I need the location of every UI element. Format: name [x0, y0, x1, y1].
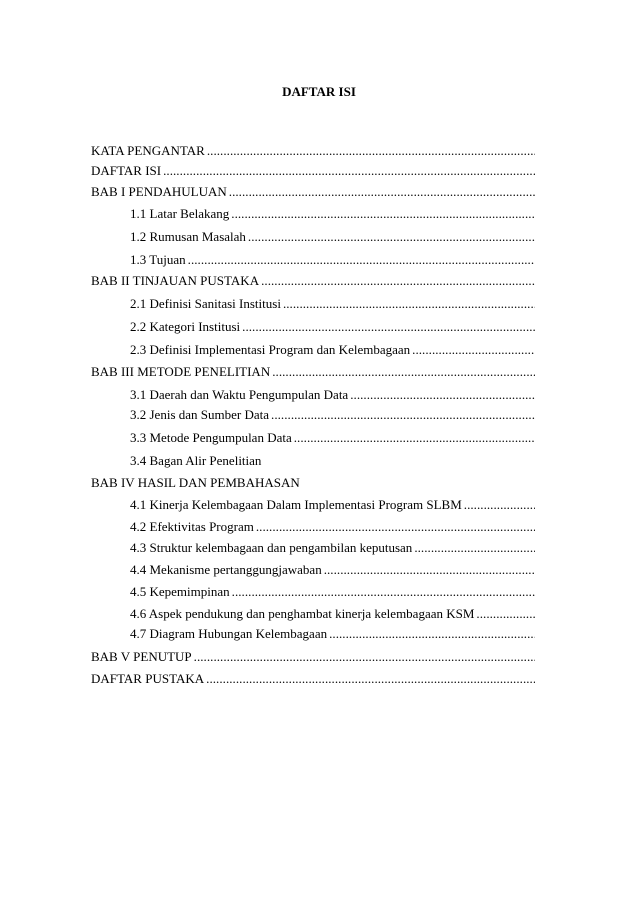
dot-leader — [329, 626, 535, 642]
toc-entry-label: BAB III METODE PENELITIAN — [91, 364, 271, 379]
toc-entry-label: BAB I PENDAHULUAN — [91, 184, 227, 199]
toc-entry[interactable] — [130, 497, 535, 513]
toc-entry-label: 2.1 Definisi Sanitasi Institusi — [130, 296, 281, 311]
toc-entry-label: 2.2 Kategori Institusi — [130, 319, 241, 334]
toc-entry-label: 4.1 Kinerja Kelembagaan Dalam Implementasi Program SLBM — [130, 497, 462, 512]
dot-leader — [476, 606, 535, 622]
toc-entry-label: 4.2 Efektivitas Program — [130, 519, 254, 534]
page-title: DAFTAR ISI — [282, 84, 356, 99]
toc-entry[interactable] — [130, 540, 535, 556]
toc-entry-label: 4.5 Kepemimpinan — [130, 584, 230, 599]
dot-leader — [207, 143, 535, 159]
toc-entry-label: 2.3 Definisi Implementasi Program dan Kelembagaan — [130, 342, 411, 357]
toc-entry-label: 1.2 Rumusan Masalah — [130, 229, 246, 244]
dot-leader — [350, 387, 535, 403]
toc-entry[interactable] — [130, 519, 535, 535]
dot-leader — [294, 430, 535, 446]
dot-leader — [256, 519, 535, 535]
dot-leader — [324, 562, 535, 578]
toc-entry[interactable] — [130, 229, 535, 245]
toc-entry-label: DAFTAR PUSTAKA — [91, 671, 205, 686]
toc-entry[interactable] — [130, 407, 535, 423]
toc-entry-label: BAB II TINJAUAN PUSTAKA — [91, 273, 260, 288]
toc-entry[interactable] — [91, 273, 535, 289]
toc-entry-label: BAB IV HASIL DAN PEMBAHASAN — [91, 475, 300, 490]
dot-leader — [232, 584, 535, 600]
toc-entry-label: 1.1 Latar Belakang — [130, 206, 230, 221]
toc-entry[interactable] — [130, 342, 535, 358]
toc-entry-label: 3.2 Jenis dan Sumber Data — [130, 407, 270, 422]
toc-entry-label: 3.4 Bagan Alir Penelitian — [130, 453, 262, 468]
toc-entry[interactable] — [130, 296, 535, 312]
toc-entry[interactable] — [130, 319, 535, 335]
toc-entry[interactable] — [91, 671, 535, 687]
toc-entry[interactable] — [130, 430, 535, 446]
toc-entry-label: 3.3 Metode Pengumpulan Data — [130, 430, 292, 445]
toc-entry-label: 1.3 Tujuan — [130, 252, 186, 267]
toc-entry[interactable] — [130, 626, 535, 642]
dot-leader — [271, 407, 535, 423]
toc-entry[interactable] — [91, 649, 535, 665]
dot-leader — [242, 319, 535, 335]
toc-entry-label: 4.7 Diagram Hubungan Kelembagaan — [130, 626, 328, 641]
toc-entry-label: KATA PENGANTAR — [91, 143, 205, 158]
dot-leader — [194, 649, 535, 665]
toc-entry[interactable] — [130, 606, 535, 622]
toc-entry-label: 4.6 Aspek pendukung dan penghambat kinerja kelembagaan KSM — [130, 606, 475, 621]
dot-leader — [188, 252, 535, 268]
dot-leader — [248, 229, 535, 245]
dot-leader — [414, 540, 535, 556]
toc-entry[interactable] — [91, 184, 535, 200]
toc-entry[interactable] — [91, 475, 535, 491]
toc-entry-label: BAB V PENUTUP — [91, 649, 192, 664]
dot-leader — [272, 364, 535, 380]
dot-leader — [283, 296, 535, 312]
toc-entry[interactable] — [130, 252, 535, 268]
toc-entry-label: 4.3 Struktur kelembagaan dan pengambilan keputusan — [130, 540, 413, 555]
toc-entry[interactable] — [91, 163, 535, 179]
dot-leader — [206, 671, 535, 687]
dot-leader — [261, 273, 535, 289]
toc-entry[interactable] — [91, 364, 535, 380]
toc-entry-label: DAFTAR ISI — [91, 163, 162, 178]
dot-leader — [229, 184, 535, 200]
dot-leader — [163, 163, 535, 179]
dot-leader — [231, 206, 535, 222]
toc-entry[interactable] — [130, 562, 535, 578]
toc-entry[interactable] — [130, 206, 535, 222]
toc-entry-label: 4.4 Mekanisme pertanggungjawaban — [130, 562, 322, 577]
toc-entry[interactable] — [130, 584, 535, 600]
toc-entry[interactable] — [130, 387, 535, 403]
toc-entry[interactable] — [91, 143, 535, 159]
toc-entry-label: 3.1 Daerah dan Waktu Pengumpulan Data — [130, 387, 349, 402]
dot-leader — [464, 497, 535, 513]
toc-entry[interactable] — [130, 453, 535, 469]
dot-leader — [412, 342, 535, 358]
